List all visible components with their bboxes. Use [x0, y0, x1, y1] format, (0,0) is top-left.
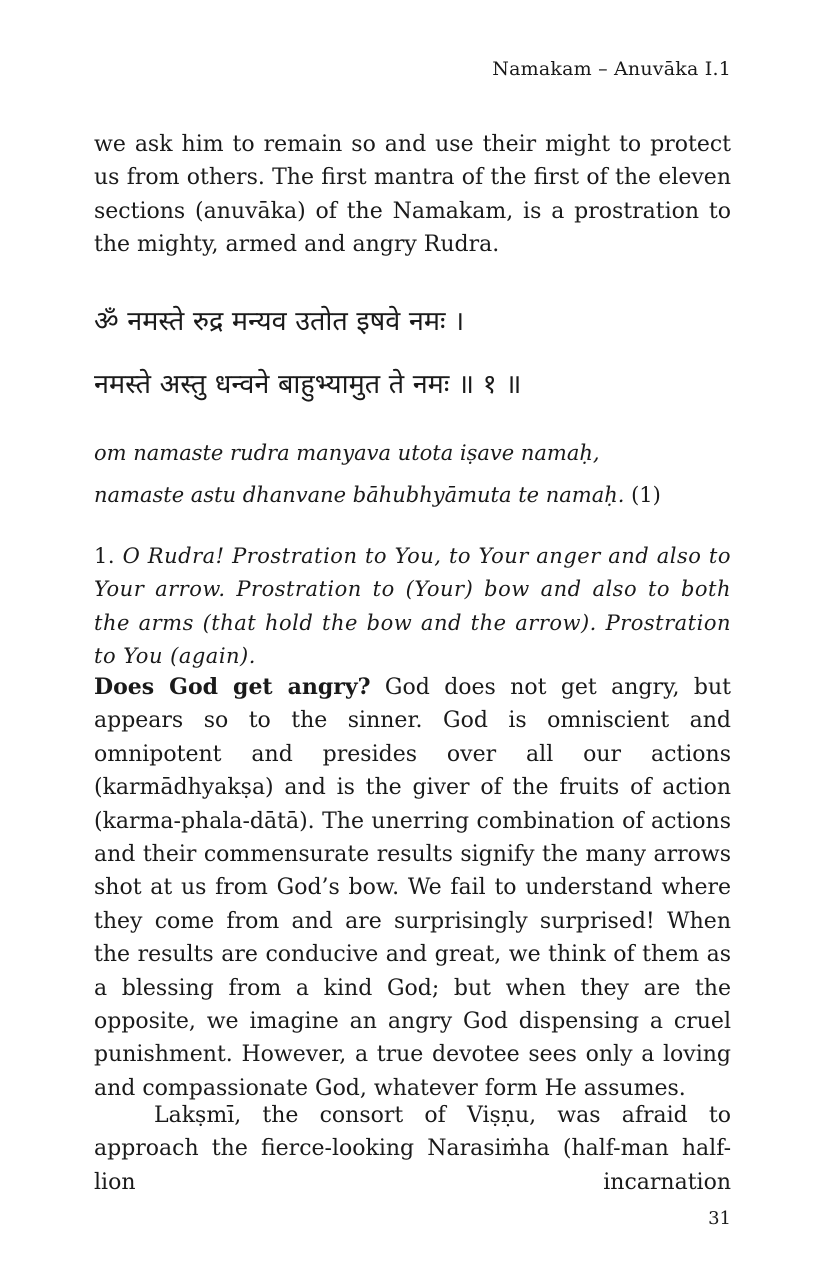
question-heading: Does God get angry? — [94, 674, 371, 700]
question-body: God does not get angry, but appears so to the sinner. God is omniscient and omnipotent and presides over all our actions (karmādhyakṣa) and is the giver of the fruits of action (karma-phala-dātā). The unerring combination of actions and their commensurate results signify the many arrows shot at us from God’s bow. We fail to understand where they come from and are surprisingly surprised! When the results are conducive and great, we think of them as a blessing from a kind God; but when they are the opposite, we imagine an angry God dispensing a cruel punishment. However, a true devotee sees only a loving and compassionate God, whatever form He assumes. — [94, 675, 731, 1101]
page-number: 31 — [708, 1208, 731, 1229]
translation-text: O Rudra! Prostration to You, to Your anger and also to Your arrow. Prostration to (Your) bow and also to both the arms (that hold the bow and the arrow). Prostration to You (again). — [94, 544, 731, 669]
question-paragraph — [94, 671, 731, 1105]
transliteration-line-2 — [94, 475, 731, 515]
translation — [94, 540, 731, 674]
running-head: Namakam – Anuvāka I.1 — [492, 58, 731, 80]
closing-paragraph: Lakṣmī, the consort of Viṣṇu, was afraid to approach the fierce-looking Narasiṁha (half-man half-lion incarnation — [94, 1103, 731, 1195]
transliteration-line-2-text: namaste astu dhanvane bāhubhyāmuta te namaḥ. — [94, 483, 625, 507]
translation-number: 1. — [94, 544, 116, 568]
transliteration-line-1: om namaste rudra manyava utota iṣave namaḥ, — [94, 441, 600, 465]
mantra-number: (1) — [631, 483, 661, 507]
mantra-devanagari-line-2: नमस्ते अस्तु धन्वने बाहुभ्यामुत ते नमः ॥ १ ॥ — [94, 369, 522, 400]
mantra-devanagari-line-1: ॐ नमस्ते रुद्र मन्यव उतोत इषवे नमः । — [94, 306, 465, 337]
intro-paragraph: we ask him to remain so and use their might to protect us from others. The first mantra of the first of the eleven sections (anuvāka) of the Namakam, is a prostration to the mighty, armed and angry Rudra. — [94, 132, 731, 258]
